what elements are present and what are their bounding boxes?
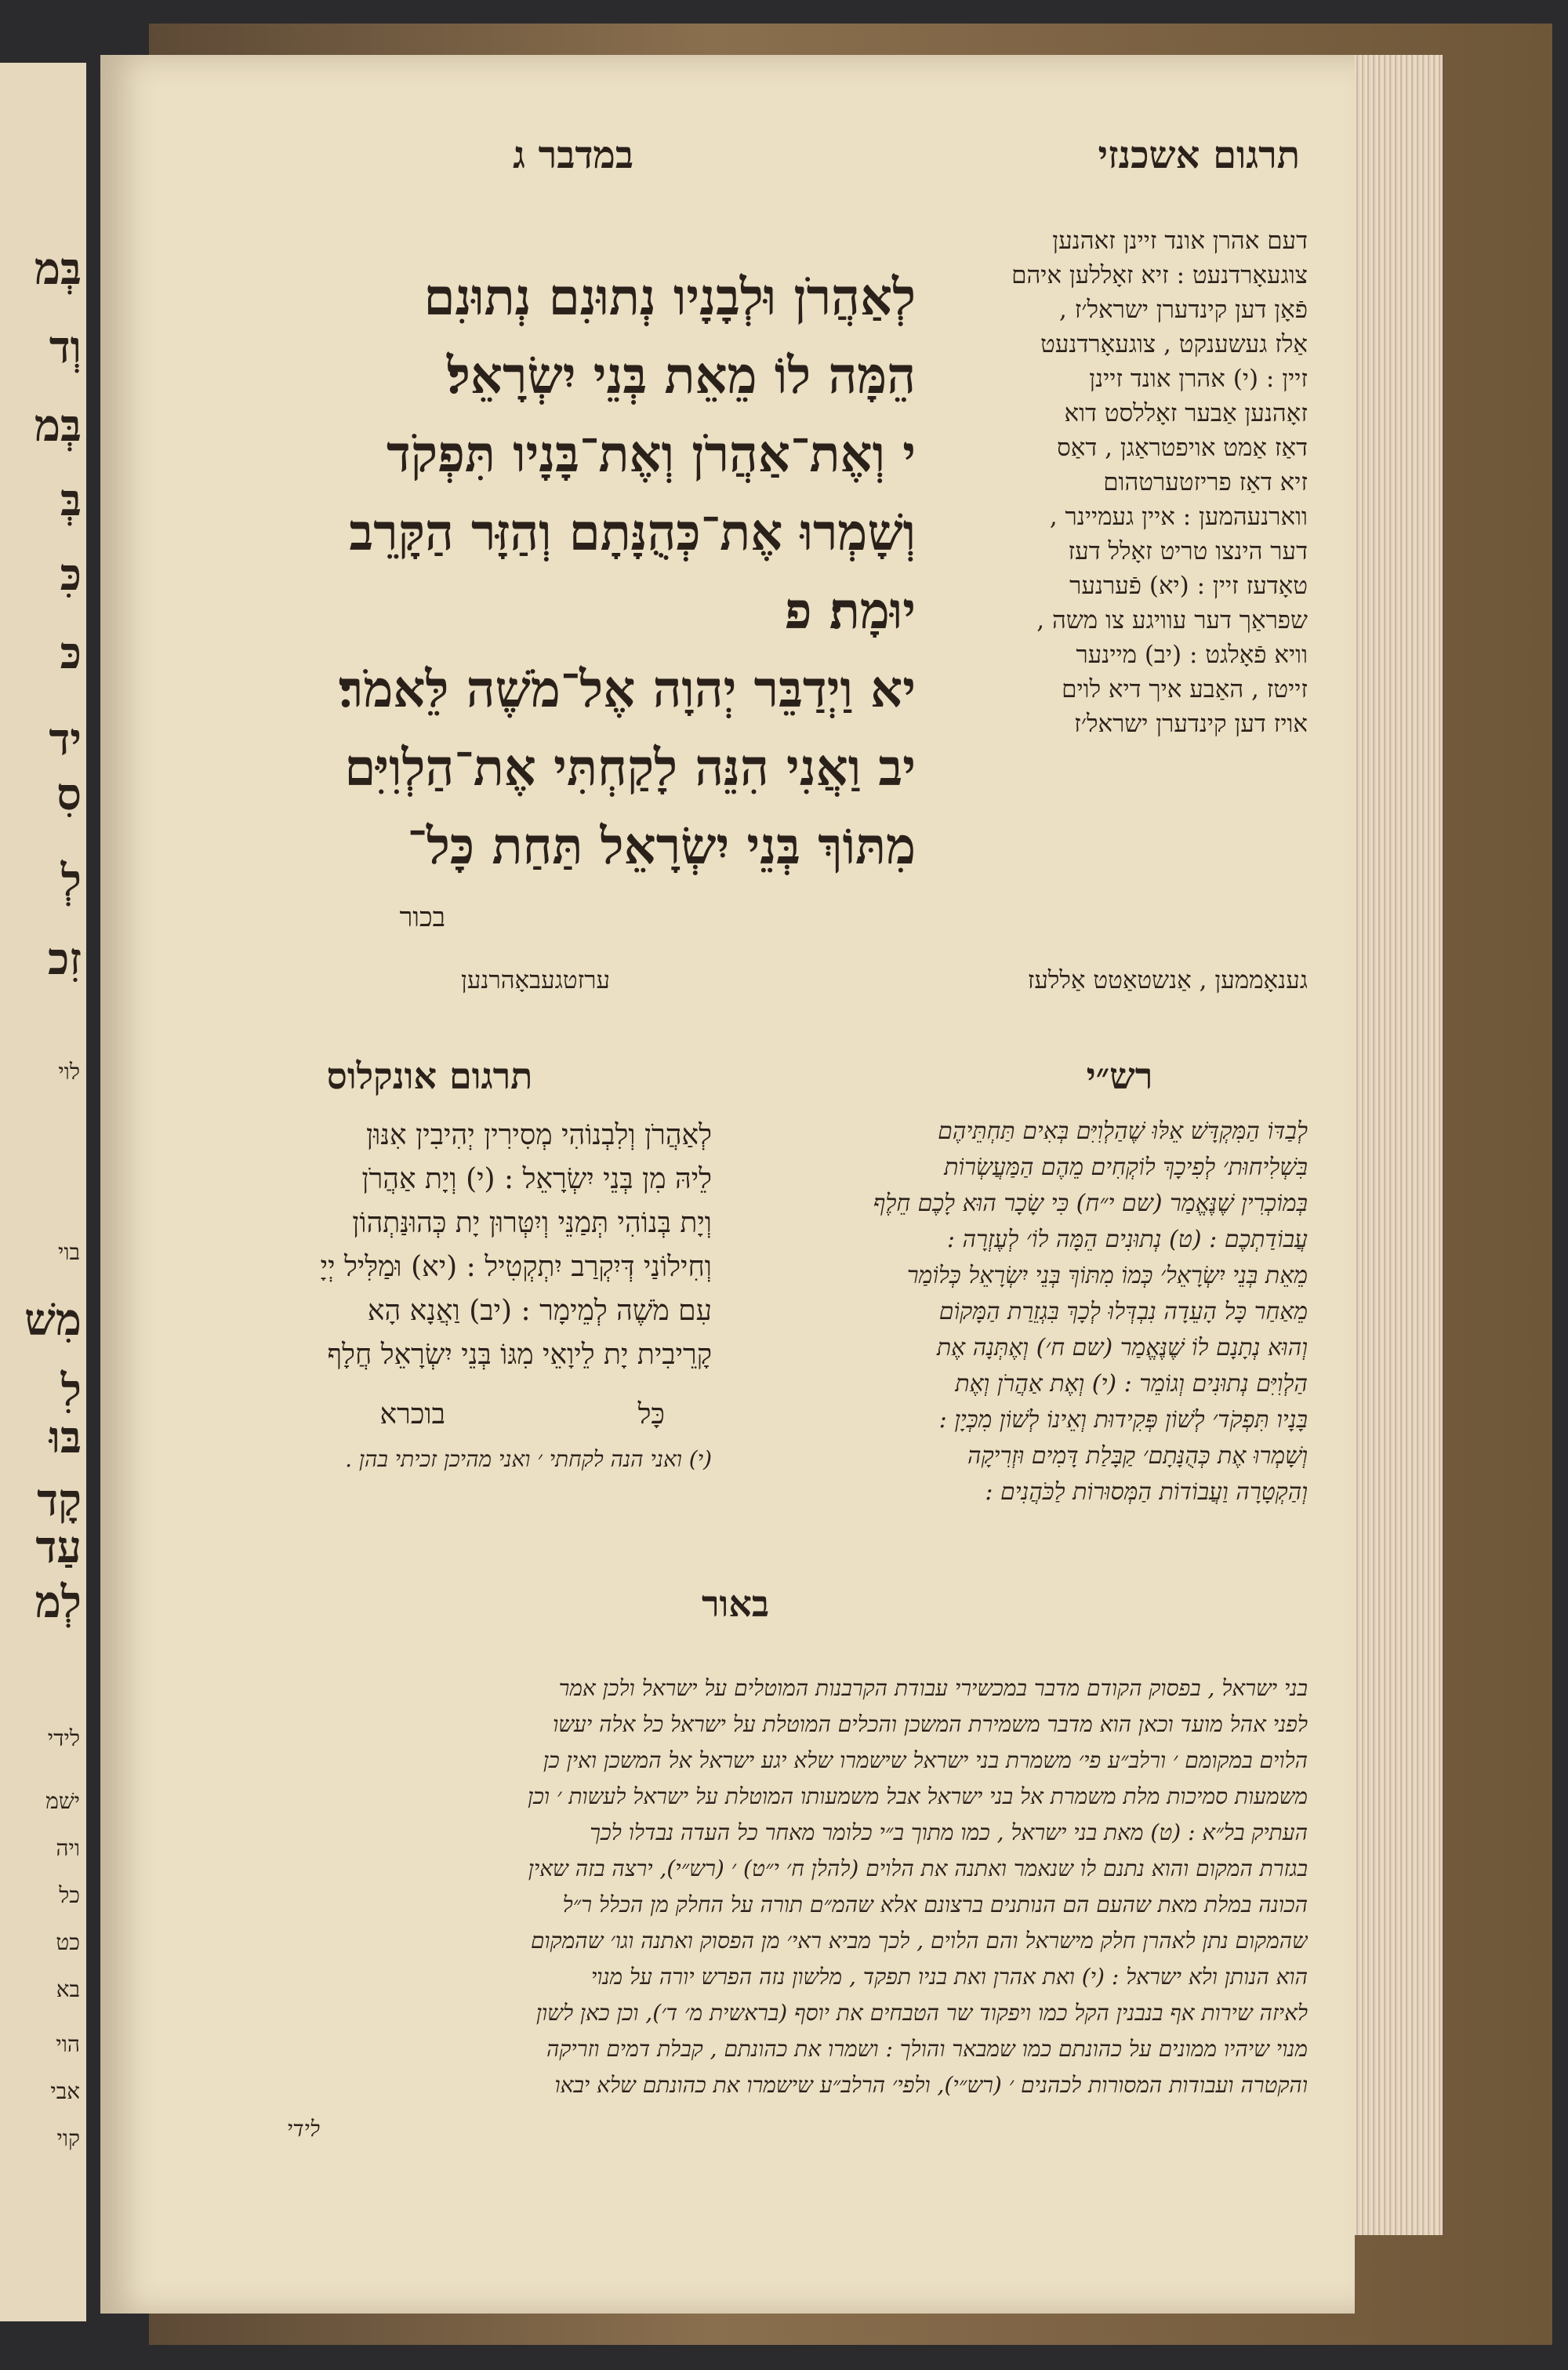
torah-text-column <box>163 259 916 886</box>
german-line: דאַז אַמט אויפטראַגן , דאַס <box>1057 434 1308 462</box>
left-page-text-fragment: כּ <box>60 627 82 679</box>
german-translation-column <box>947 224 1308 741</box>
onkelos-title: תרגום אונקלוס <box>326 1055 533 1097</box>
biur-line: העתיק בל״א : (ט) מאת בני ישראל , כמו מתוך ב״י כלומר מאחר כל העדה נבדלו לכך <box>590 1819 1308 1845</box>
left-page-text-fragment: סִ <box>56 769 82 820</box>
biur-line: הכונה במלת מאת שהעם הם הנותנים ברצונם אלא שהמ״ם תורה על החלק מן הכלל ר״ל <box>562 1892 1308 1917</box>
onkelos-line: עִם מֹשֶׁה לְמֵימָר : (יב) וַאֲנָא הָא <box>367 1295 712 1327</box>
onkelos-footnote: (י) ואני הנה לקחתי ׳ ואני מהיכן זכיתי בהן . <box>345 1446 712 1472</box>
rashi-line: לְבַדּוֹ הַמִּקְדָּשׁ אֵלּוּ שֶׁהַלְוִיִּם בְּאִים תַּחְתֵּיהֶם <box>938 1118 1308 1145</box>
german-line: דעם אהרן אונד זיינן זאהנען <box>1052 227 1308 255</box>
german-line: שפראַך דער עוויגע צו משה , <box>1036 606 1308 634</box>
left-page-text-fragment: וְד <box>49 322 82 373</box>
german-line: דער הינצו טריט זאָלל דעז <box>1068 537 1308 565</box>
german-bottom-left: ערזטגעבאָהרנען <box>460 966 610 994</box>
left-page-text-fragment: מִשׁ <box>24 1294 82 1346</box>
left-page-text-fragment: ויה <box>56 1835 80 1861</box>
biur-line: בגזרת המקום והוא נתנם לו שנאמר ואתנה את הלוים (להלן ח׳ י״ט) ׳ (רש״י), ירצה בזה שאין <box>528 1856 1308 1881</box>
left-page-text-fragment: כִּ <box>60 549 82 601</box>
german-line: זיין : (י) אהרן אונד זיינן <box>1089 365 1308 393</box>
rashi-line: בִּשְׁלִיחוּת׳ לְפִיכָךְ לוֹקְחִים מֵהֶם הַמַּעֲשְׂרוֹת <box>944 1154 1308 1181</box>
left-page-text-fragment: בוי <box>58 1239 80 1265</box>
biur-line: משמעות סמיכות מלת משמרת אל בני ישראל אבל משמעותו המוטלת על ישראל לעשות ׳ וכן <box>528 1783 1308 1809</box>
left-page-text-fragment: הוי <box>56 2031 80 2057</box>
left-page-text-fragment: ישׁמ <box>45 1788 80 1814</box>
german-line: זייטז , האַבע איך דיא לוים <box>1062 675 1308 703</box>
torah-line: וְשָׁמְרוּ אֶת־כְּהֻנָּתָם וְהַזָּר הַקָּרֵב <box>349 503 916 562</box>
right-page <box>100 55 1355 2314</box>
torah-line: הֵמָּה לוֹ מֵאֵת בְּנֵי יִשְׂרָאֵל׃ <box>446 347 916 405</box>
german-line: טאָדעז זיין : (יא) פֿערנער <box>1069 572 1308 600</box>
left-page-text-fragment: בְּמ <box>34 400 82 452</box>
left-page-text-fragment: בְּמ <box>34 243 82 295</box>
onkelos-column <box>155 1114 712 1377</box>
german-line: זיא דאַז פריזטערטהום <box>1103 468 1308 496</box>
left-page-text-fragment: אבי <box>50 2078 80 2104</box>
german-line: פֿאָן דען קינדערן ישראל׳ז , <box>1059 296 1308 324</box>
german-translation-header: תרגום אשכנזי <box>1098 133 1300 177</box>
german-line: זאָהנען אַבער זאָללסט דוא <box>1064 399 1308 427</box>
left-page-text-fragment: בְּ <box>60 474 82 526</box>
biur-line: הוא הנותן ולא ישראל : (י) ואת אהרן ואת בניו תפקד , מלשון נזה הפרש יורה על מנוי <box>590 1964 1308 1990</box>
biur-line: מנוי שיהיו ממונים על כהונתם כמו שמבאר והולך : ושמרו את כהונתם , קבלת דמים וזריקה <box>546 2036 1308 2062</box>
rashi-line: וְהוּא נְתָנָם לוֹ שֶׁנֶּאֱמַר (שם ח׳) וְאֶתְּנָה אֶת <box>936 1334 1308 1361</box>
left-page-text-fragment: לִ <box>60 1365 82 1416</box>
left-page-text-fragment: בא <box>56 1976 80 2002</box>
rashi-line: עֲבוֹדַתְכֶם : (ט) נְתוּנִים הֵמָּה לוֹ׳ לְעֶזְרָה : <box>946 1226 1308 1253</box>
german-line: צוגעאָרדנעט : זיא זאָללען איהם <box>1011 261 1308 289</box>
left-page-text-fragment: לְמ <box>34 1576 82 1628</box>
left-page-text-fragment: קוי <box>56 2125 80 2151</box>
left-page-text-fragment: כל <box>59 1882 80 1908</box>
biur-title: באור <box>701 1583 770 1625</box>
biur-line: והקטרה ועבודות המסורות לכהנים ׳ (רש״י), ולפי׳ הרלב״ע שישמרו את כהונתם שלא יבאו <box>554 2072 1308 2098</box>
torah-line: יא וַיְדַבֵּר יְהוָה אֶל־מֹשֶׁה לֵּאמֹר׃ <box>339 660 916 719</box>
left-page-text-fragment: כט <box>56 1929 80 1955</box>
left-page-text-fragment: לידי <box>47 1725 80 1751</box>
biur-line: בני ישראל , בפסוק הקודם מדבר במכשירי עבודת הקרבנות המוטלים על ישראל ולכן אמר <box>558 1675 1308 1701</box>
torah-line: יב וַאֲנִי הִנֵּה לָקַחְתִּי אֶת־הַלְוִיִּם <box>344 739 916 798</box>
torah-line: יוּמָת׃ פ <box>784 582 916 641</box>
left-page-text-fragment: יד <box>49 714 82 765</box>
rashi-line: הַלְוִיִּם נְתוּנִים וְגוֹמֵר : (י) וְאֶת אַהֲרֹן וְאֶת <box>955 1370 1308 1398</box>
onkelos-line: לֵיהּ מִן בְּנֵי יִשְׂרָאֵל : (י) וְיָת אַהֲרֹן <box>361 1163 712 1195</box>
biur-line: הלוים במקומם ׳ ורלב״ע פי׳ משמרת בני ישראל שישמרו שלא יגע ישראל אל המשכן ואין כן <box>543 1747 1308 1773</box>
rashi-title: רש״י <box>1086 1055 1153 1097</box>
german-line: וויא פֿאָלגט : (יב) מיינער <box>1076 641 1308 669</box>
torah-line: י וְאֶת־אַהֲרֹן וְאֶת־בָּנָיו תִּפְקֹד <box>387 425 916 484</box>
onkelos-line: וְחִילוֹנַי דְּיִקְרַב יִתְקְטִיל : (יא) וּמַלִּיל יְיָ <box>320 1251 712 1283</box>
german-line: אויז דען קינדערן ישראל׳ז <box>1074 710 1308 738</box>
biur-line: לאיזה שירות אף בנבנין הקל כמו ויפקוד שר הטבחים את יוסף (בראשית מ׳ ד׳), וכן כאן לשון <box>535 2000 1308 2026</box>
torah-line: לְאַהֲרֹן וּלְבָנָיו נְתוּנִם נְתוּנִם <box>423 268 916 327</box>
torah-line: מִתּוֹךְ בְּנֵי יִשְׂרָאֵל תַּחַת כָּל־ <box>407 817 916 876</box>
german-line: אַלז געשענקט , צוגעאָרדנעט <box>1040 330 1308 358</box>
rashi-line: בְּמוֹכְרִין שֶׁנֶּאֱמַר (שם י״ח) כִּי שָׂכָר הוּא לָכֶם חֵלֶף <box>873 1190 1308 1217</box>
biur-column <box>163 1670 1308 2103</box>
rashi-line: וְהַקְטָרָה וַעֲבוֹדוֹת הַמְּסוּרוֹת לַכֹּהֲנִים : <box>985 1478 1308 1506</box>
rashi-line: וְשָׁמְרוּ אֶת כְּהֻנָּתָם׳ קַבָּלַת דָּמִים וּזְרִיקָה <box>967 1442 1308 1470</box>
biur-catchword: לידי <box>286 2116 320 2142</box>
rashi-column <box>743 1114 1308 1510</box>
page-edges <box>1348 55 1443 2235</box>
torah-catchword: בכור <box>399 902 445 933</box>
german-bottom-right: גענאָממען , אַנשטאַטט אַללעז <box>1027 966 1308 994</box>
left-page-text-fragment: זִכ <box>48 933 82 985</box>
onkelos-catch-left: בוכרא <box>379 1398 445 1430</box>
biur-line: שהמקום נתן לאהרן חלק מישראל והם הלוים , לכך מביא ראי׳ מן הפסוק ואתנה וגו׳ שהמקום <box>530 1928 1308 1954</box>
chapter-header: במדבר ג <box>513 133 633 177</box>
left-page-text-fragment: בּוּ <box>49 1412 82 1463</box>
biur-line: לפני אהל מועד וכאן הוא מדבר משמירת המשכן והכלים המוטלת על ישראל כל אלה יעשו <box>553 1711 1308 1737</box>
left-page-text-fragment: קָד <box>37 1474 82 1526</box>
rashi-line: מֵאַחַר כָּל הָעֵדָה נִבְדְּלוּ לְכָךְ בִּגְזֵרַת הַמָּקוֹם <box>938 1298 1308 1325</box>
onkelos-line: לְאַהֲרֹן וְלִבְנוֹהִי מְסִירִין יְהִיבִין אִנּוּן <box>365 1119 712 1151</box>
rashi-line: מֵאֵת בְּנֵי יִשְׂרָאֵל׳ כְּמוֹ מִתּוֹךְ בְּנֵי יִשְׂרָאֵל כְּלוֹמַר <box>906 1262 1308 1289</box>
onkelos-line: וְיָת בְּנוֹהִי תְּמַנֵּי וְיִטְּרוּן יָת כְּהוּנַּתְהוֹן <box>352 1207 712 1239</box>
left-page-fragment <box>0 63 86 2321</box>
left-page-text-fragment: עַד <box>35 1521 82 1573</box>
onkelos-line: קָרֵיבִית יָת לֵיוָאֵי מִגּוֹ בְּנֵי יִשְׂרָאֵל חֲלָף <box>327 1339 712 1371</box>
rashi-line: בָּנָיו תִּפְקֹד׳ לְשׁוֹן פְּקִידוּת וְאֵינוֹ לְשׁוֹן מִכְּיָן : <box>938 1406 1308 1434</box>
left-page-text-fragment: לְ <box>60 855 82 907</box>
left-page-text-fragment: לוי <box>58 1059 80 1085</box>
onkelos-catch-right: כָּל <box>637 1398 665 1430</box>
german-line: ווארנעהמען : איין געמיינר , <box>1049 503 1308 531</box>
